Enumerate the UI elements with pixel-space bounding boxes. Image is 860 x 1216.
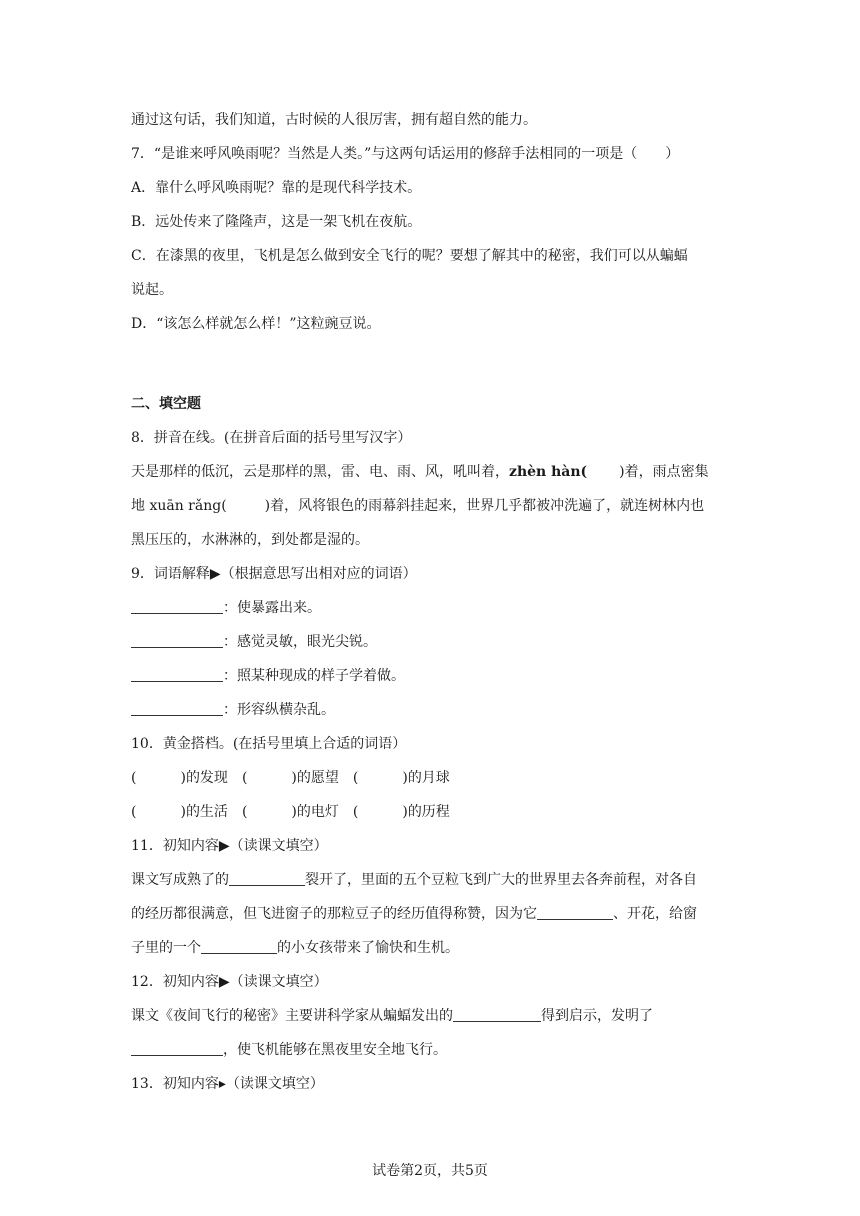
passage-text: 的小女孩带来了愉快和生机。 xyxy=(277,940,459,956)
pair-word: 的电灯 xyxy=(296,804,339,820)
question-8: 8．拼音在线。(在拼音后面的括号里写汉字） xyxy=(131,430,412,446)
passage-text: 课文写成熟了的 xyxy=(131,872,229,888)
question-12: 12．初知内容▶（读课文填空） xyxy=(131,974,328,990)
option-a: A．靠什么呼风唤雨呢？靠的是现代科学技术。 xyxy=(131,180,422,196)
passage-text: 地 xyxy=(131,498,145,514)
answer-blank[interactable] xyxy=(537,905,613,920)
answer-blank[interactable] xyxy=(201,939,277,954)
passage-text: 的经历都很满意，但飞进窗子的那粒豆子的经历值得称赞，因为它 xyxy=(131,906,537,922)
passage-text: )着，风将银色的雨幕斜挂起来，世界几乎都被冲洗遍了，就连树林内也 xyxy=(264,498,705,514)
pair-row-2: ( )的生活 ( )的电灯 ( )的历程 xyxy=(131,804,450,820)
pair-row-1: ( )的发现 ( )的愿望 ( )的月球 xyxy=(131,770,450,786)
definition-item xyxy=(131,666,405,686)
question-11-line-2 xyxy=(131,904,697,924)
pair-word: 的愿望 xyxy=(296,770,339,786)
passage-text: 子里的一个 xyxy=(131,940,201,956)
pair-word: 的发现 xyxy=(185,770,228,786)
definition-item xyxy=(131,632,377,652)
definition-text: ：使暴露出来。 xyxy=(223,600,321,616)
question-8-line-3: 黑压压的，水淋淋的，到处都是湿的。 xyxy=(131,532,369,548)
question-12-line-1 xyxy=(131,1006,653,1026)
definition-item xyxy=(131,700,335,720)
answer-blank[interactable] xyxy=(131,599,223,614)
question-12-line-2 xyxy=(131,1040,447,1060)
answer-blank[interactable] xyxy=(131,1041,223,1056)
answer-blank[interactable] xyxy=(131,667,223,682)
pinyin: xuān rǎng( xyxy=(149,498,227,514)
question-13: 13．初知内容▸（读课文填空） xyxy=(131,1076,324,1092)
passage-text: ，使飞机能够在黑夜里安全地飞行。 xyxy=(223,1042,447,1058)
question-7: 7．“是谁来呼风唤雨呢？当然是人类。”与这两句话运用的修辞手法相同的一项是（ ） xyxy=(131,146,680,162)
passage-text: 课文《夜间飞行的秘密》主要讲科学家从蝙蝠发出的 xyxy=(131,1008,453,1024)
answer-blank[interactable] xyxy=(131,633,223,648)
answer-blank[interactable] xyxy=(131,701,223,716)
answer-blank[interactable] xyxy=(453,1007,541,1022)
question-9: 9．词语解释▶（根据意思写出相对应的词语） xyxy=(131,566,417,582)
option-c-cont: 说起。 xyxy=(131,282,173,298)
pair-word: 的生活 xyxy=(185,804,228,820)
definition-text: ：照某种现成的样子学着做。 xyxy=(223,668,405,684)
text-line: 通过这句话，我们知道，古时候的人很厉害，拥有超自然的能力。 xyxy=(131,112,537,128)
pair-word: 的历程 xyxy=(407,804,450,820)
passage-text: 天是那样的低沉，云是那样的黑，雷、电、雨、风，吼叫着， xyxy=(131,464,509,480)
answer-blank[interactable] xyxy=(229,871,305,886)
option-c: C．在漆黑的夜里，飞机是怎么做到安全飞行的呢？要想了解其中的秘密，我们可以从蝙蝠 xyxy=(131,248,688,264)
option-b: B．远处传来了隆隆声，这是一架飞机在夜航。 xyxy=(131,214,422,230)
page-footer: 试卷第2页，共5页 xyxy=(372,1163,488,1179)
section-title: 二、填空题 xyxy=(131,396,201,412)
passage-text: 、开花，给窗 xyxy=(613,906,697,922)
question-8-line-2 xyxy=(131,496,704,516)
question-11-line-3 xyxy=(131,938,459,958)
question-11-line-1 xyxy=(131,870,697,890)
passage-text: )着，雨点密集 xyxy=(619,464,709,480)
definition-item xyxy=(131,598,321,618)
definition-text: ：形容纵横杂乱。 xyxy=(223,702,335,718)
passage-text: 得到启示，发明了 xyxy=(541,1008,653,1024)
pinyin: zhèn hàn( xyxy=(509,464,588,480)
question-10: 10．黄金搭档。(在括号里填上合适的词语） xyxy=(131,736,407,752)
passage-text: 裂开了，里面的五个豆粒飞到广大的世界里去各奔前程，对各自 xyxy=(305,872,697,888)
pair-word: 的月球 xyxy=(407,770,450,786)
question-11: 11．初知内容▶（读课文填空） xyxy=(131,838,328,854)
option-d: D．“该怎么样就怎么样！”这粒豌豆说。 xyxy=(131,316,381,332)
question-8-line-1 xyxy=(131,462,709,482)
definition-text: ：感觉灵敏，眼光尖锐。 xyxy=(223,634,377,650)
